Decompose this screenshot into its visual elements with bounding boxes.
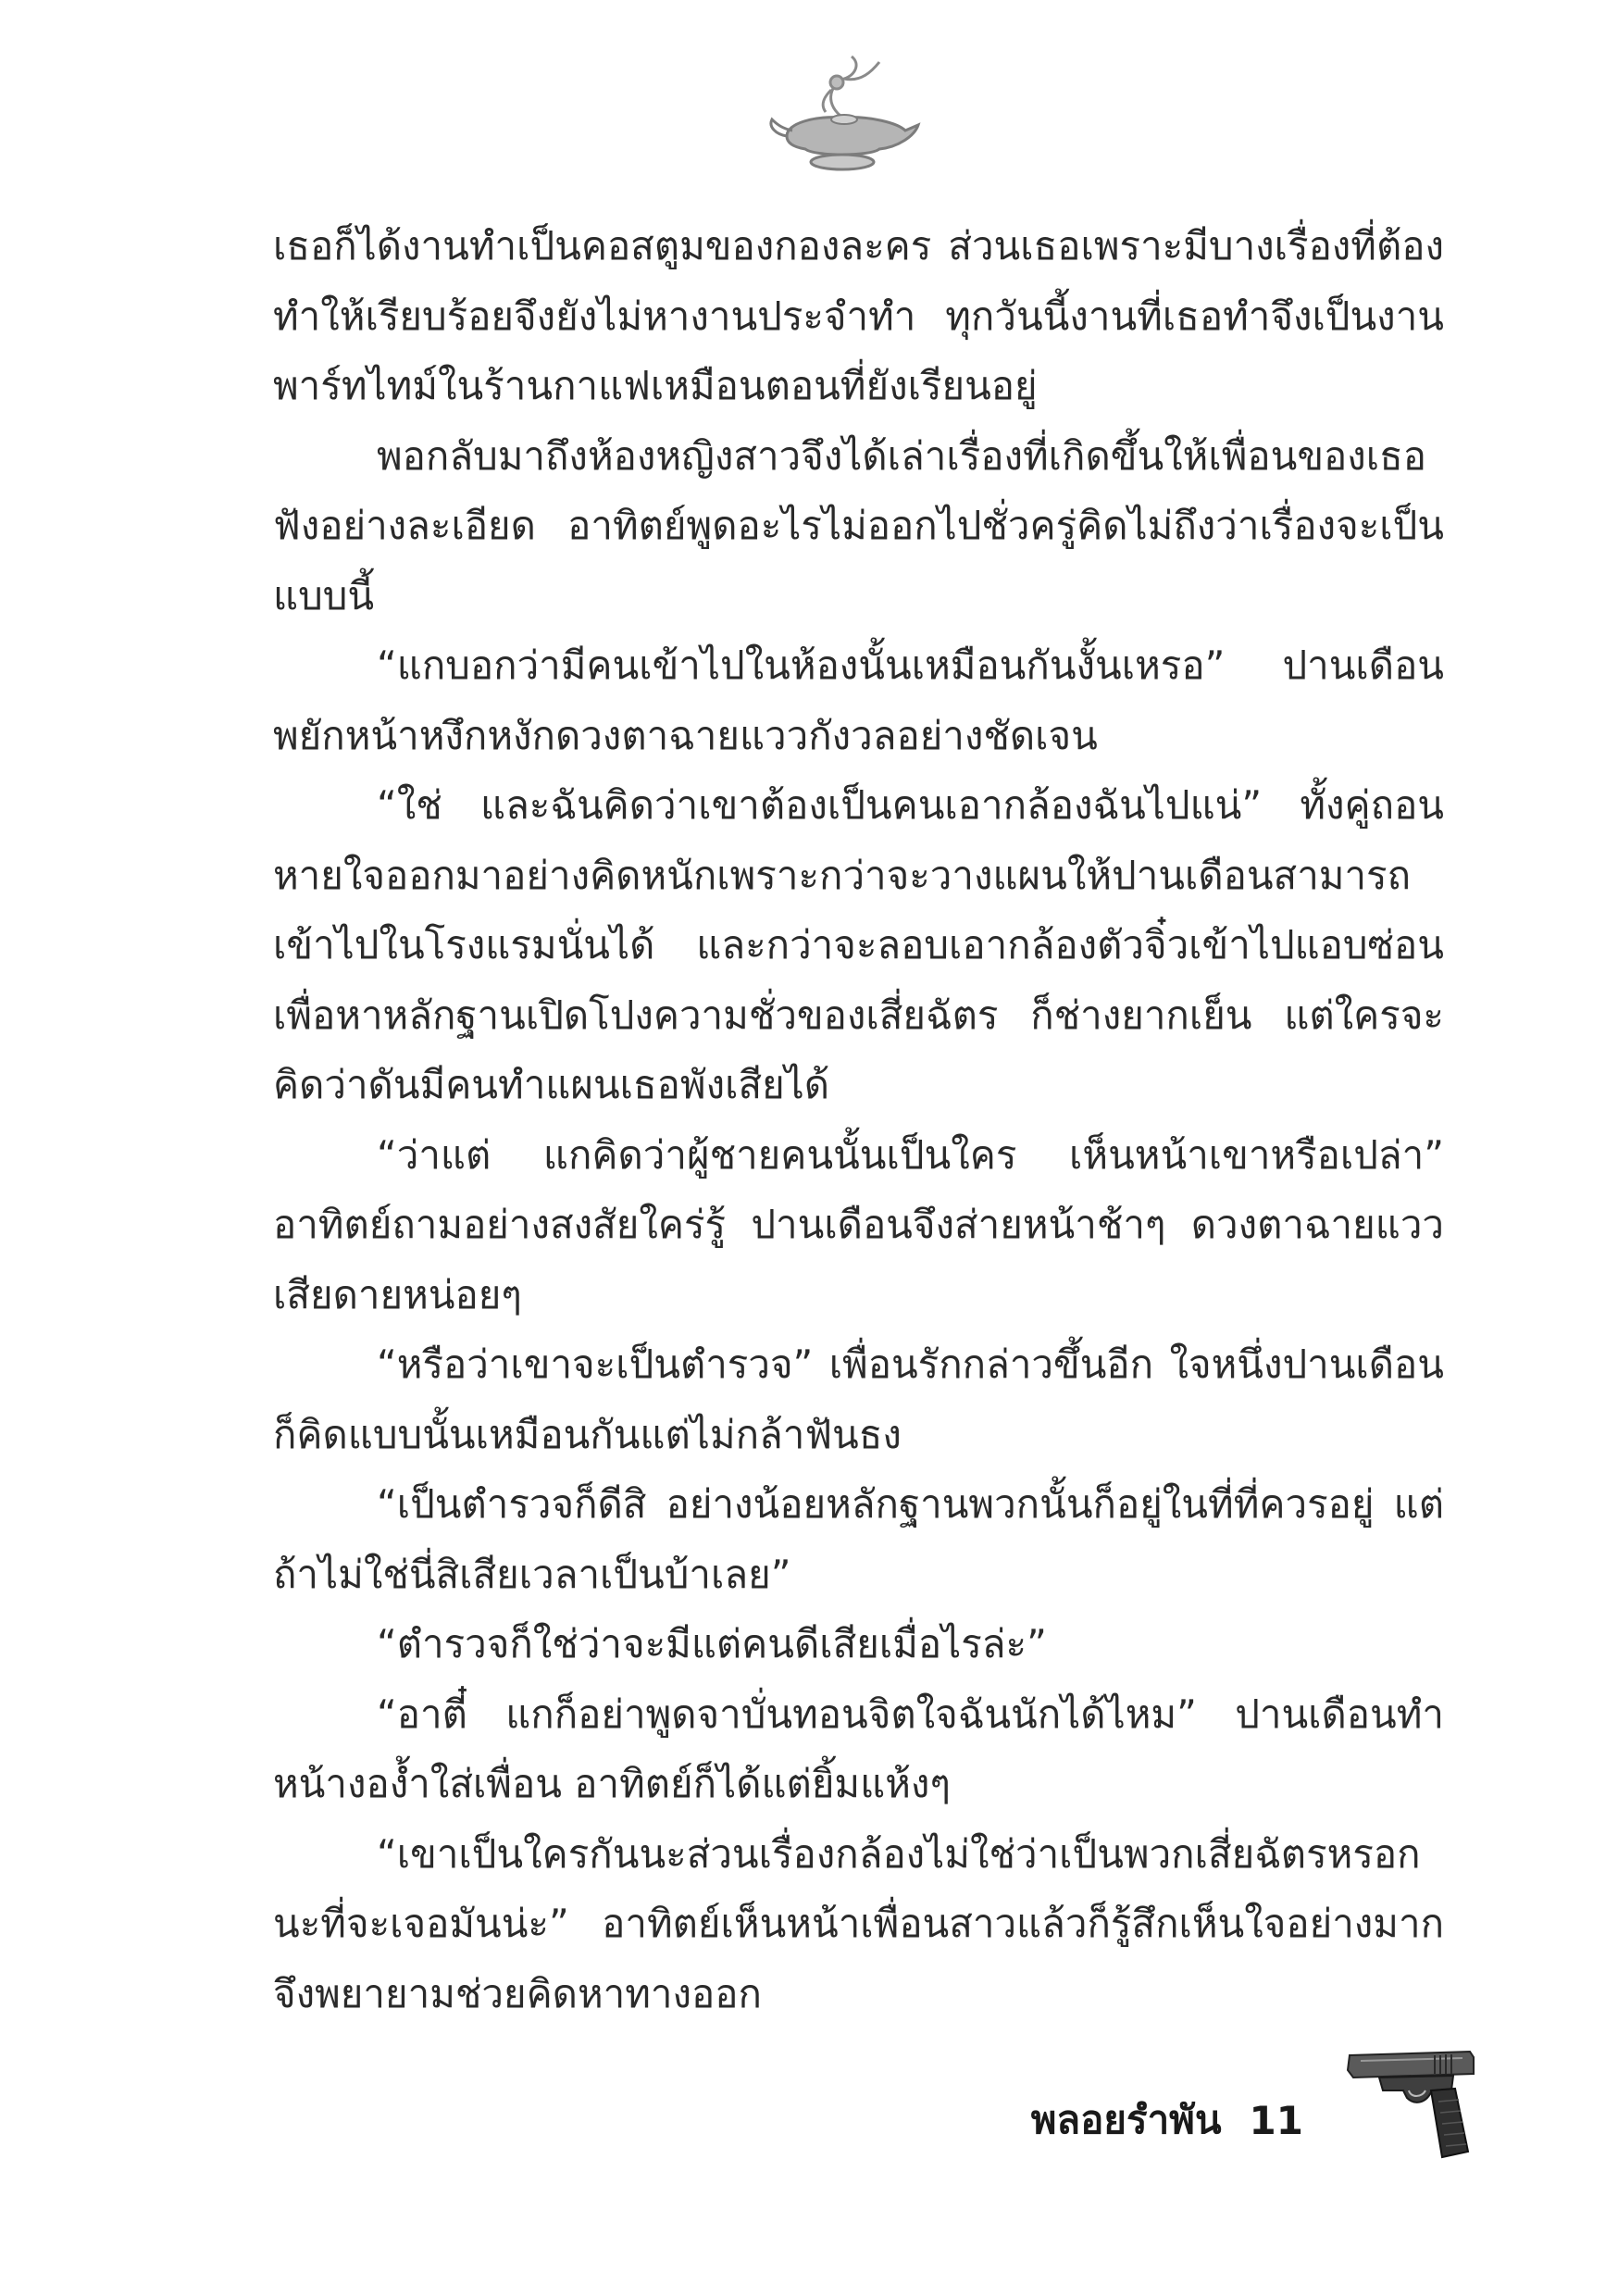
paragraph: พอกลับมาถึงห้องหญิงสาวจึงได้เล่าเรื่องที่เกิดขึ้นให้เพื่อนของเธอฟังอย่างละเอียด อาทิตย์พูดอะไรไม่ออกไปชั่วครู่คิดไม่ถึงว่าเรื่องจะเป็นแบบนี้ (273, 432, 1444, 618)
genie-lamp-icon (759, 51, 926, 181)
paragraph: “เป็นตำรวจก็ดีสิ อย่างน้อยหลักฐานพวกนั้นก็อยู่ในที่ที่ควรอยู่ แต่ถ้าไม่ใช่นี่สิเสียเวลาเป็นบ้าเลย” (273, 1481, 1444, 1597)
body-text (273, 211, 1444, 2028)
paragraph: “แกบอกว่ามีคนเข้าไปในห้องนั้นเหมือนกันงั้นเหรอ” ปานเดือนพยักหน้าหงึกหงักดวงตาฉายแววกังวลอย่างชัดเจน (273, 643, 1444, 758)
footer (1031, 2083, 1303, 2157)
page-number: 11 (1249, 2097, 1303, 2143)
paragraph: “หรือว่าเขาจะเป็นตำรวจ” เพื่อนรักกล่าวขึ้นอีก ใจหนึ่งปานเดือนก็คิดแบบนั้นเหมือนกันแต่ไม่กล้าฟันธง (273, 1341, 1444, 1457)
book-title: พลอยรำพัน (1030, 2097, 1222, 2142)
paragraph: “เขาเป็นใครกันนะส่วนเรื่องกล้องไม่ใช่ว่าเป็นพวกเสี่ยฉัตรหรอกนะที่จะเจอมันน่ะ” อาทิตย์เห็นหน้าเพื่อนสาวแล้วก็รู้สึกเห็นใจอย่างมากจึงพยายามช่วยคิดหาทางออก (273, 1830, 1444, 2016)
paragraph: “อาตี๋ แกก็อย่าพูดจาบั่นทอนจิตใจฉันนักได้ไหม” ปานเดือนทำหน้างอง้ำใส่เพื่อน อาทิตย์ก็ได้แต่ยิ้มแห้งๆ (273, 1691, 1444, 1806)
paragraph: “ตำรวจก็ใช่ว่าจะมีแต่คนดีเสียเมื่อไรล่ะ” (377, 1621, 1047, 1666)
paragraph: “ว่าแต่ แกคิดว่าผู้ชายคนนั้นเป็นใคร เห็นหน้าเขาหรือเปล่า” อาทิตย์ถามอย่างสงสัยใคร่รู้ ปานเดือนจึงส่ายหน้าช้าๆ ดวงตาฉายแววเสียดายหน่อยๆ (273, 1131, 1444, 1317)
paragraph: “ใช่ และฉันคิดว่าเขาต้องเป็นคนเอากล้องฉันไปแน่” ทั้งคู่ถอนหายใจออกมาอย่างคิดหนักเพราะกว่าจะวางแผนให้ปานเดือนสามารถเข้าไปในโรงแรมนั่นได้ และกว่าจะลอบเอากล้องตัวจิ๋วเข้าไปแอบซ่อนเพื่อหาหลักฐานเปิดโปงความชั่วของเสี่ยฉัตร ก็ช่างยากเย็น แต่ใครจะคิดว่าดันมีคนทำแผนเธอพังเสียได้ (273, 782, 1444, 1107)
pistol-icon (1342, 2037, 1481, 2166)
paragraph: เธอก็ได้งานทำเป็นคอสตูมของกองละคร ส่วนเธอเพราะมีบางเรื่องที่ต้องทำให้เรียบร้อยจึงยังไม่หางานประจำทำ ทุกวันนี้งานที่เธอทำจึงเป็นงานพาร์ทไทม์ในร้านกาแฟเหมือนตอนที่ยังเรียนอยู่ (273, 223, 1444, 408)
